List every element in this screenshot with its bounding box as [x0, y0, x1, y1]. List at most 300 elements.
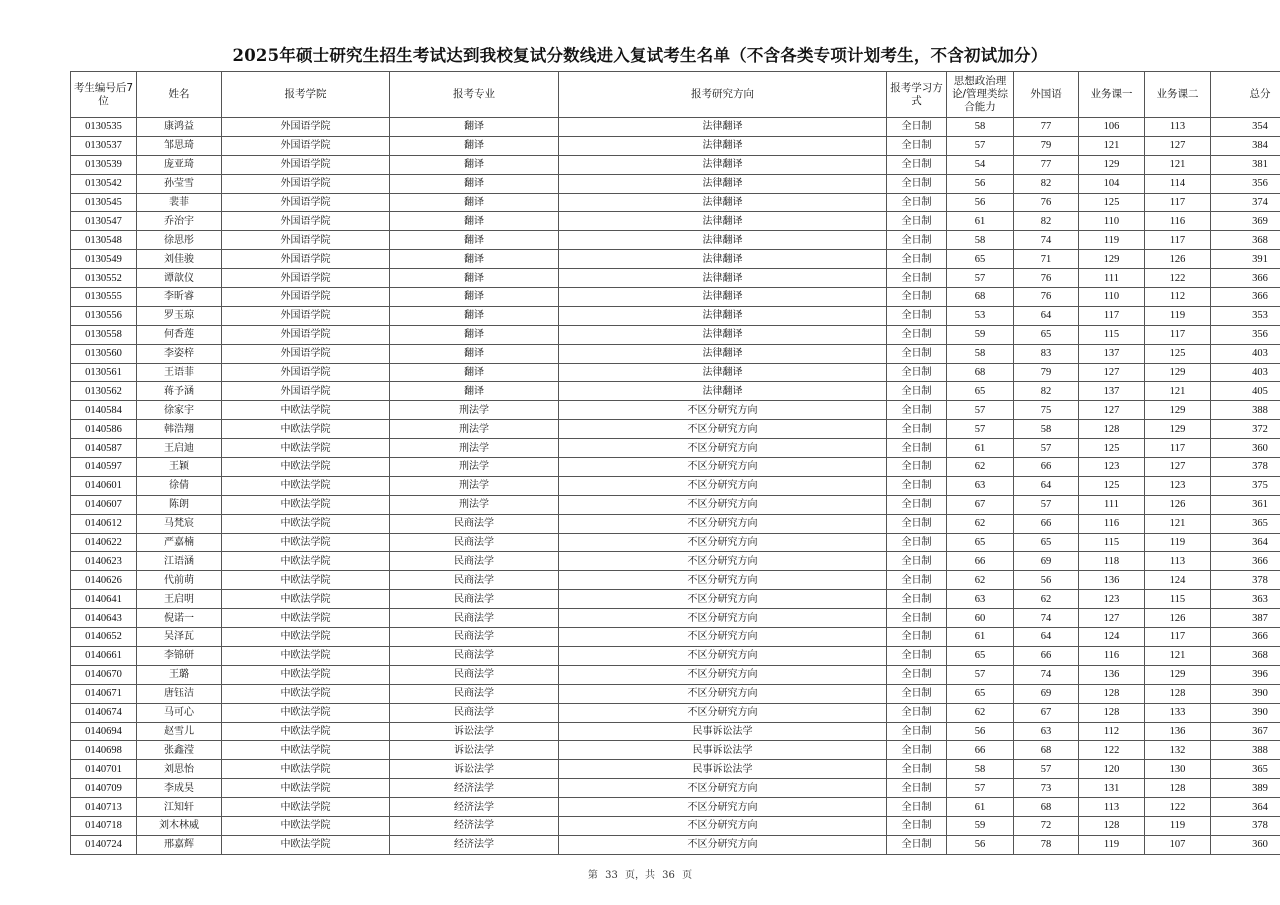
major-cell: 民商法学 — [390, 665, 559, 684]
college-cell: 中欧法学院 — [222, 665, 390, 684]
study-mode-cell: 全日制 — [887, 476, 947, 495]
subject-one-score-cell: 127 — [1079, 609, 1145, 628]
candidate-id-cell: 0140626 — [71, 571, 137, 590]
research-direction-cell: 法律翻译 — [559, 306, 887, 325]
name-cell: 唐钰洁 — [137, 684, 222, 703]
study-mode-cell: 全日制 — [887, 269, 947, 288]
name-cell: 江语涵 — [137, 552, 222, 571]
study-mode-cell: 全日制 — [887, 835, 947, 854]
total-score-cell: 365 — [1211, 760, 1280, 779]
subject-one-score-cell: 110 — [1079, 288, 1145, 307]
header-subject-two-score: 业务课二 — [1145, 72, 1211, 118]
politics-score-cell: 56 — [947, 174, 1014, 193]
major-cell: 翻译 — [390, 382, 559, 401]
foreign-language-score-cell: 82 — [1014, 174, 1079, 193]
politics-score-cell: 57 — [947, 420, 1014, 439]
subject-one-score-cell: 128 — [1079, 816, 1145, 835]
politics-score-cell: 62 — [947, 458, 1014, 477]
subject-one-score-cell: 112 — [1079, 722, 1145, 741]
total-score-cell: 354 — [1211, 118, 1280, 137]
total-score-cell: 389 — [1211, 779, 1280, 798]
major-cell: 民商法学 — [390, 552, 559, 571]
research-direction-cell: 法律翻译 — [559, 363, 887, 382]
study-mode-cell: 全日制 — [887, 816, 947, 835]
research-direction-cell: 不区分研究方向 — [559, 590, 887, 609]
major-cell: 刑法学 — [390, 458, 559, 477]
foreign-language-score-cell: 69 — [1014, 684, 1079, 703]
subject-one-score-cell: 125 — [1079, 439, 1145, 458]
table-row — [71, 344, 1280, 363]
research-direction-cell: 不区分研究方向 — [559, 495, 887, 514]
college-cell: 外国语学院 — [222, 363, 390, 382]
total-score-cell: 366 — [1211, 288, 1280, 307]
research-direction-cell: 不区分研究方向 — [559, 533, 887, 552]
college-cell: 中欧法学院 — [222, 609, 390, 628]
major-cell: 诉讼法学 — [390, 760, 559, 779]
total-score-cell: 366 — [1211, 552, 1280, 571]
header-study-mode: 报考学习方式 — [887, 72, 947, 118]
table-row — [71, 458, 1280, 477]
foreign-language-score-cell: 76 — [1014, 269, 1079, 288]
subject-one-score-cell: 137 — [1079, 382, 1145, 401]
study-mode-cell: 全日制 — [887, 250, 947, 269]
table-row — [71, 231, 1280, 250]
foreign-language-score-cell: 66 — [1014, 646, 1079, 665]
politics-score-cell: 56 — [947, 193, 1014, 212]
subject-two-score-cell: 129 — [1145, 363, 1211, 382]
name-cell: 王语菲 — [137, 363, 222, 382]
subject-two-score-cell: 136 — [1145, 722, 1211, 741]
table-row — [71, 835, 1280, 854]
table-row — [71, 684, 1280, 703]
politics-score-cell: 65 — [947, 533, 1014, 552]
major-cell: 翻译 — [390, 174, 559, 193]
table-row — [71, 269, 1280, 288]
major-cell: 翻译 — [390, 288, 559, 307]
college-cell: 中欧法学院 — [222, 476, 390, 495]
candidate-id-cell: 0130548 — [71, 231, 137, 250]
name-cell: 代前萌 — [137, 571, 222, 590]
subject-two-score-cell: 129 — [1145, 665, 1211, 684]
table-row — [71, 363, 1280, 382]
foreign-language-score-cell: 77 — [1014, 155, 1079, 174]
total-score-cell: 360 — [1211, 835, 1280, 854]
subject-one-score-cell: 127 — [1079, 363, 1145, 382]
foreign-language-score-cell: 67 — [1014, 703, 1079, 722]
total-score-cell: 372 — [1211, 420, 1280, 439]
total-score-cell: 353 — [1211, 306, 1280, 325]
politics-score-cell: 61 — [947, 628, 1014, 647]
subject-one-score-cell: 128 — [1079, 684, 1145, 703]
name-cell: 江知轩 — [137, 798, 222, 817]
foreign-language-score-cell: 57 — [1014, 439, 1079, 458]
total-score-cell: 365 — [1211, 514, 1280, 533]
candidate-id-cell: 0130549 — [71, 250, 137, 269]
politics-score-cell: 58 — [947, 231, 1014, 250]
foreign-language-score-cell: 76 — [1014, 288, 1079, 307]
candidate-id-cell: 0130537 — [71, 136, 137, 155]
major-cell: 经济法学 — [390, 779, 559, 798]
table-row — [71, 212, 1280, 231]
college-cell: 外国语学院 — [222, 118, 390, 137]
table-row — [71, 779, 1280, 798]
study-mode-cell: 全日制 — [887, 703, 947, 722]
table-row — [71, 250, 1280, 269]
candidate-id-cell: 0140597 — [71, 458, 137, 477]
candidate-id-cell: 0130539 — [71, 155, 137, 174]
research-direction-cell: 不区分研究方向 — [559, 628, 887, 647]
candidate-id-cell: 0140652 — [71, 628, 137, 647]
foreign-language-score-cell: 64 — [1014, 306, 1079, 325]
foreign-language-score-cell: 68 — [1014, 798, 1079, 817]
candidate-id-cell: 0140709 — [71, 779, 137, 798]
candidate-id-cell: 0140623 — [71, 552, 137, 571]
politics-score-cell: 66 — [947, 741, 1014, 760]
study-mode-cell: 全日制 — [887, 798, 947, 817]
foreign-language-score-cell: 56 — [1014, 571, 1079, 590]
name-cell: 李昕睿 — [137, 288, 222, 307]
header-politics-score: 思想政治理论/管理类综合能力 — [947, 72, 1014, 118]
name-cell: 刘佳骏 — [137, 250, 222, 269]
foreign-language-score-cell: 71 — [1014, 250, 1079, 269]
table-row — [71, 514, 1280, 533]
total-score-cell: 356 — [1211, 174, 1280, 193]
study-mode-cell: 全日制 — [887, 741, 947, 760]
total-score-cell: 366 — [1211, 628, 1280, 647]
subject-two-score-cell: 126 — [1145, 250, 1211, 269]
study-mode-cell: 全日制 — [887, 495, 947, 514]
major-cell: 刑法学 — [390, 401, 559, 420]
research-direction-cell: 法律翻译 — [559, 174, 887, 193]
major-cell: 翻译 — [390, 193, 559, 212]
politics-score-cell: 59 — [947, 325, 1014, 344]
name-cell: 李成昊 — [137, 779, 222, 798]
name-cell: 马可心 — [137, 703, 222, 722]
table-row — [71, 571, 1280, 590]
page-number-footer: 第 33 页，共 36 页 — [587, 870, 693, 881]
major-cell: 民商法学 — [390, 533, 559, 552]
politics-score-cell: 67 — [947, 495, 1014, 514]
foreign-language-score-cell: 69 — [1014, 552, 1079, 571]
research-direction-cell: 不区分研究方向 — [559, 665, 887, 684]
foreign-language-score-cell: 62 — [1014, 590, 1079, 609]
name-cell: 乔治宇 — [137, 212, 222, 231]
subject-two-score-cell: 119 — [1145, 306, 1211, 325]
research-direction-cell: 不区分研究方向 — [559, 571, 887, 590]
college-cell: 中欧法学院 — [222, 741, 390, 760]
politics-score-cell: 63 — [947, 590, 1014, 609]
major-cell: 刑法学 — [390, 495, 559, 514]
candidate-id-cell: 0130558 — [71, 325, 137, 344]
total-score-cell: 390 — [1211, 684, 1280, 703]
study-mode-cell: 全日制 — [887, 722, 947, 741]
total-score-cell: 388 — [1211, 401, 1280, 420]
college-cell: 中欧法学院 — [222, 835, 390, 854]
research-direction-cell: 民事诉讼法学 — [559, 741, 887, 760]
name-cell: 倪诺一 — [137, 609, 222, 628]
subject-one-score-cell: 137 — [1079, 344, 1145, 363]
research-direction-cell: 法律翻译 — [559, 231, 887, 250]
foreign-language-score-cell: 74 — [1014, 231, 1079, 250]
politics-score-cell: 56 — [947, 722, 1014, 741]
foreign-language-score-cell: 73 — [1014, 779, 1079, 798]
foreign-language-score-cell: 82 — [1014, 212, 1079, 231]
major-cell: 翻译 — [390, 136, 559, 155]
subject-two-score-cell: 128 — [1145, 684, 1211, 703]
study-mode-cell: 全日制 — [887, 514, 947, 533]
college-cell: 中欧法学院 — [222, 552, 390, 571]
foreign-language-score-cell: 65 — [1014, 325, 1079, 344]
study-mode-cell: 全日制 — [887, 288, 947, 307]
table-row — [71, 174, 1280, 193]
candidate-id-cell: 0140661 — [71, 646, 137, 665]
candidate-id-cell: 0140674 — [71, 703, 137, 722]
study-mode-cell: 全日制 — [887, 665, 947, 684]
politics-score-cell: 57 — [947, 136, 1014, 155]
subject-one-score-cell: 128 — [1079, 703, 1145, 722]
foreign-language-score-cell: 83 — [1014, 344, 1079, 363]
research-direction-cell: 不区分研究方向 — [559, 552, 887, 571]
candidate-id-cell: 0140643 — [71, 609, 137, 628]
subject-two-score-cell: 126 — [1145, 495, 1211, 514]
candidate-id-cell: 0130556 — [71, 306, 137, 325]
politics-score-cell: 58 — [947, 118, 1014, 137]
name-cell: 罗玉琼 — [137, 306, 222, 325]
candidate-id-cell: 0140670 — [71, 665, 137, 684]
research-direction-cell: 不区分研究方向 — [559, 476, 887, 495]
subject-one-score-cell: 129 — [1079, 155, 1145, 174]
total-score-cell: 388 — [1211, 741, 1280, 760]
total-score-cell: 403 — [1211, 344, 1280, 363]
table-row — [71, 401, 1280, 420]
major-cell: 民商法学 — [390, 590, 559, 609]
subject-two-score-cell: 129 — [1145, 420, 1211, 439]
politics-score-cell: 62 — [947, 703, 1014, 722]
total-score-cell: 374 — [1211, 193, 1280, 212]
college-cell: 中欧法学院 — [222, 495, 390, 514]
table-row — [71, 609, 1280, 628]
subject-two-score-cell: 113 — [1145, 118, 1211, 137]
subject-two-score-cell: 107 — [1145, 835, 1211, 854]
major-cell: 翻译 — [390, 325, 559, 344]
total-score-cell: 378 — [1211, 571, 1280, 590]
study-mode-cell: 全日制 — [887, 401, 947, 420]
major-cell: 民商法学 — [390, 514, 559, 533]
college-cell: 中欧法学院 — [222, 760, 390, 779]
politics-score-cell: 65 — [947, 646, 1014, 665]
politics-score-cell: 60 — [947, 609, 1014, 628]
candidate-id-cell: 0140622 — [71, 533, 137, 552]
foreign-language-score-cell: 74 — [1014, 609, 1079, 628]
study-mode-cell: 全日制 — [887, 779, 947, 798]
study-mode-cell: 全日制 — [887, 571, 947, 590]
table-row — [71, 703, 1280, 722]
name-cell: 徐倩 — [137, 476, 222, 495]
politics-score-cell: 57 — [947, 665, 1014, 684]
college-cell: 中欧法学院 — [222, 779, 390, 798]
politics-score-cell: 66 — [947, 552, 1014, 571]
total-score-cell: 363 — [1211, 590, 1280, 609]
college-cell: 外国语学院 — [222, 174, 390, 193]
subject-one-score-cell: 104 — [1079, 174, 1145, 193]
major-cell: 翻译 — [390, 118, 559, 137]
total-score-cell: 403 — [1211, 363, 1280, 382]
study-mode-cell: 全日制 — [887, 646, 947, 665]
research-direction-cell: 不区分研究方向 — [559, 835, 887, 854]
table-row — [71, 646, 1280, 665]
candidate-id-cell: 0140698 — [71, 741, 137, 760]
header-major: 报考专业 — [390, 72, 559, 118]
name-cell: 赵雪儿 — [137, 722, 222, 741]
study-mode-cell: 全日制 — [887, 628, 947, 647]
college-cell: 外国语学院 — [222, 306, 390, 325]
research-direction-cell: 民事诉讼法学 — [559, 722, 887, 741]
study-mode-cell: 全日制 — [887, 231, 947, 250]
research-direction-cell: 法律翻译 — [559, 382, 887, 401]
major-cell: 民商法学 — [390, 646, 559, 665]
subject-one-score-cell: 110 — [1079, 212, 1145, 231]
subject-one-score-cell: 123 — [1079, 590, 1145, 609]
name-cell: 李姿梓 — [137, 344, 222, 363]
total-score-cell: 360 — [1211, 439, 1280, 458]
name-cell: 邹思琦 — [137, 136, 222, 155]
subject-two-score-cell: 127 — [1145, 136, 1211, 155]
subject-two-score-cell: 121 — [1145, 382, 1211, 401]
major-cell: 诉讼法学 — [390, 722, 559, 741]
subject-two-score-cell: 121 — [1145, 514, 1211, 533]
header-subject-one-score: 业务课一 — [1079, 72, 1145, 118]
subject-two-score-cell: 122 — [1145, 798, 1211, 817]
research-direction-cell: 法律翻译 — [559, 288, 887, 307]
subject-one-score-cell: 127 — [1079, 401, 1145, 420]
major-cell: 刑法学 — [390, 476, 559, 495]
study-mode-cell: 全日制 — [887, 344, 947, 363]
politics-score-cell: 56 — [947, 835, 1014, 854]
politics-score-cell: 65 — [947, 250, 1014, 269]
research-direction-cell: 不区分研究方向 — [559, 439, 887, 458]
college-cell: 中欧法学院 — [222, 798, 390, 817]
study-mode-cell: 全日制 — [887, 609, 947, 628]
politics-score-cell: 58 — [947, 760, 1014, 779]
study-mode-cell: 全日制 — [887, 155, 947, 174]
subject-two-score-cell: 124 — [1145, 571, 1211, 590]
politics-score-cell: 61 — [947, 439, 1014, 458]
subject-two-score-cell: 128 — [1145, 779, 1211, 798]
college-cell: 中欧法学院 — [222, 684, 390, 703]
candidate-id-cell: 0140718 — [71, 816, 137, 835]
subject-one-score-cell: 111 — [1079, 495, 1145, 514]
subject-one-score-cell: 115 — [1079, 533, 1145, 552]
subject-two-score-cell: 126 — [1145, 609, 1211, 628]
major-cell: 翻译 — [390, 363, 559, 382]
header-total-score: 总分 — [1211, 72, 1280, 118]
study-mode-cell: 全日制 — [887, 458, 947, 477]
foreign-language-score-cell: 75 — [1014, 401, 1079, 420]
table-row — [71, 533, 1280, 552]
major-cell: 翻译 — [390, 155, 559, 174]
table-row — [71, 439, 1280, 458]
politics-score-cell: 62 — [947, 514, 1014, 533]
candidate-id-cell: 0130561 — [71, 363, 137, 382]
subject-two-score-cell: 117 — [1145, 439, 1211, 458]
foreign-language-score-cell: 78 — [1014, 835, 1079, 854]
name-cell: 吴泽瓦 — [137, 628, 222, 647]
total-score-cell: 387 — [1211, 609, 1280, 628]
college-cell: 外国语学院 — [222, 193, 390, 212]
subject-one-score-cell: 118 — [1079, 552, 1145, 571]
name-cell: 徐家宇 — [137, 401, 222, 420]
college-cell: 外国语学院 — [222, 325, 390, 344]
study-mode-cell: 全日制 — [887, 174, 947, 193]
subject-two-score-cell: 121 — [1145, 155, 1211, 174]
subject-one-score-cell: 124 — [1079, 628, 1145, 647]
name-cell: 庞亚琦 — [137, 155, 222, 174]
candidate-id-cell: 0130542 — [71, 174, 137, 193]
subject-two-score-cell: 127 — [1145, 458, 1211, 477]
study-mode-cell: 全日制 — [887, 684, 947, 703]
foreign-language-score-cell: 64 — [1014, 476, 1079, 495]
candidate-table — [70, 71, 1280, 855]
header-row — [71, 72, 1280, 118]
major-cell: 翻译 — [390, 269, 559, 288]
table-row — [71, 118, 1280, 137]
table-row — [71, 816, 1280, 835]
subject-one-score-cell: 116 — [1079, 514, 1145, 533]
study-mode-cell: 全日制 — [887, 118, 947, 137]
candidate-id-cell: 0130547 — [71, 212, 137, 231]
major-cell: 民商法学 — [390, 628, 559, 647]
name-cell: 马梵宸 — [137, 514, 222, 533]
total-score-cell: 356 — [1211, 325, 1280, 344]
college-cell: 外国语学院 — [222, 288, 390, 307]
candidate-id-cell: 0140713 — [71, 798, 137, 817]
foreign-language-score-cell: 72 — [1014, 816, 1079, 835]
research-direction-cell: 不区分研究方向 — [559, 703, 887, 722]
table-row — [71, 136, 1280, 155]
foreign-language-score-cell: 79 — [1014, 136, 1079, 155]
politics-score-cell: 68 — [947, 363, 1014, 382]
college-cell: 中欧法学院 — [222, 816, 390, 835]
table-row — [71, 741, 1280, 760]
header-college: 报考学院 — [222, 72, 390, 118]
study-mode-cell: 全日制 — [887, 363, 947, 382]
name-cell: 王颖 — [137, 458, 222, 477]
subject-two-score-cell: 119 — [1145, 816, 1211, 835]
subject-two-score-cell: 122 — [1145, 269, 1211, 288]
politics-score-cell: 61 — [947, 212, 1014, 231]
study-mode-cell: 全日制 — [887, 439, 947, 458]
major-cell: 民商法学 — [390, 571, 559, 590]
major-cell: 翻译 — [390, 212, 559, 231]
name-cell: 王启迪 — [137, 439, 222, 458]
study-mode-cell: 全日制 — [887, 325, 947, 344]
subject-one-score-cell: 125 — [1079, 476, 1145, 495]
politics-score-cell: 58 — [947, 344, 1014, 363]
subject-one-score-cell: 121 — [1079, 136, 1145, 155]
foreign-language-score-cell: 63 — [1014, 722, 1079, 741]
candidate-id-cell: 0140584 — [71, 401, 137, 420]
total-score-cell: 364 — [1211, 798, 1280, 817]
major-cell: 民商法学 — [390, 684, 559, 703]
candidate-id-cell: 0140694 — [71, 722, 137, 741]
major-cell: 翻译 — [390, 231, 559, 250]
subject-one-score-cell: 116 — [1079, 646, 1145, 665]
name-cell: 何香莲 — [137, 325, 222, 344]
table-row — [71, 325, 1280, 344]
name-cell: 王启明 — [137, 590, 222, 609]
politics-score-cell: 57 — [947, 401, 1014, 420]
college-cell: 中欧法学院 — [222, 420, 390, 439]
